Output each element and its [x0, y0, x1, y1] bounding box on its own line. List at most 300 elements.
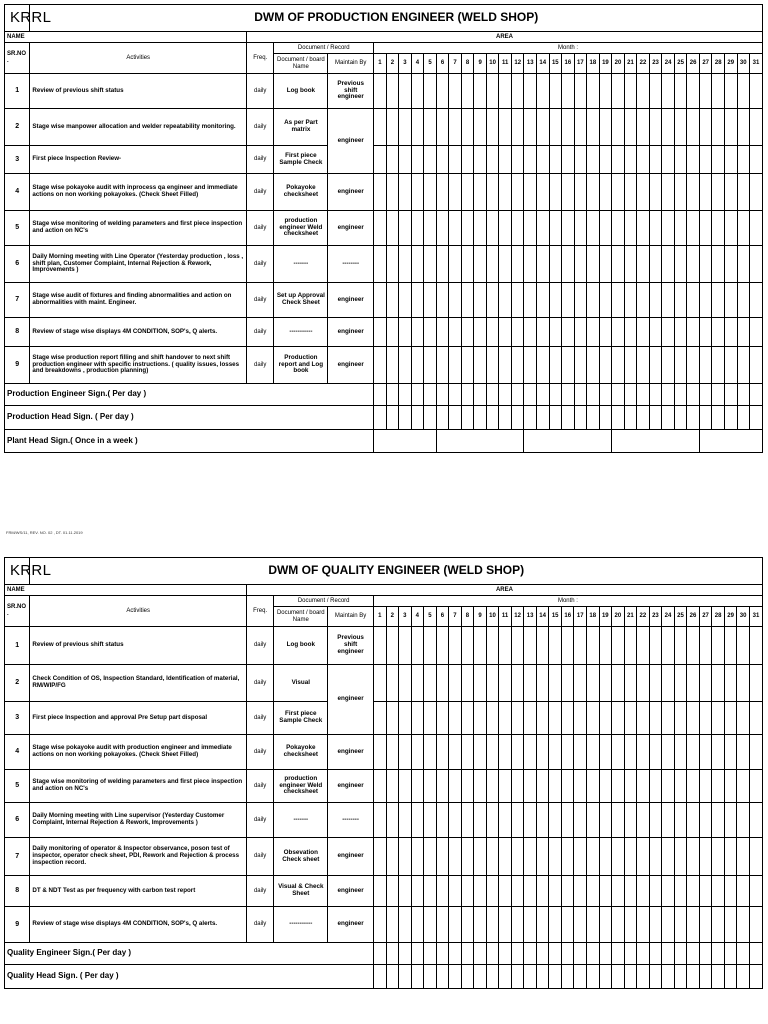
- day-check-cell[interactable]: [724, 211, 737, 246]
- sign-day-cell[interactable]: [449, 965, 462, 989]
- day-check-cell[interactable]: [549, 146, 562, 174]
- day-check-cell[interactable]: [712, 211, 725, 246]
- day-check-cell[interactable]: [724, 770, 737, 803]
- day-check-cell[interactable]: [411, 665, 424, 702]
- day-check-cell[interactable]: [374, 347, 387, 384]
- day-check-cell[interactable]: [474, 246, 487, 283]
- day-check-cell[interactable]: [436, 318, 449, 347]
- day-check-cell[interactable]: [561, 907, 574, 943]
- day-check-cell[interactable]: [524, 702, 537, 735]
- day-check-cell[interactable]: [637, 174, 650, 211]
- day-check-cell[interactable]: [386, 907, 399, 943]
- day-check-cell[interactable]: [461, 876, 474, 907]
- sign-day-cell[interactable]: [436, 384, 449, 406]
- sign-day-cell[interactable]: [424, 943, 437, 965]
- day-check-cell[interactable]: [599, 803, 612, 838]
- day-check-cell[interactable]: [712, 838, 725, 876]
- day-check-cell[interactable]: [524, 74, 537, 109]
- sign-day-cell[interactable]: [674, 943, 687, 965]
- day-check-cell[interactable]: [699, 283, 712, 318]
- day-check-cell[interactable]: [674, 665, 687, 702]
- day-check-cell[interactable]: [599, 246, 612, 283]
- day-check-cell[interactable]: [424, 347, 437, 384]
- day-check-cell[interactable]: [411, 803, 424, 838]
- day-check-cell[interactable]: [411, 770, 424, 803]
- day-check-cell[interactable]: [712, 74, 725, 109]
- day-check-cell[interactable]: [386, 347, 399, 384]
- sign-day-cell[interactable]: [449, 943, 462, 965]
- sign-day-cell[interactable]: [624, 943, 637, 965]
- day-check-cell[interactable]: [649, 665, 662, 702]
- day-check-cell[interactable]: [399, 907, 412, 943]
- day-check-cell[interactable]: [674, 211, 687, 246]
- day-check-cell[interactable]: [574, 770, 587, 803]
- day-check-cell[interactable]: [587, 146, 600, 174]
- day-check-cell[interactable]: [649, 907, 662, 943]
- day-check-cell[interactable]: [674, 770, 687, 803]
- day-check-cell[interactable]: [624, 283, 637, 318]
- day-check-cell[interactable]: [750, 318, 763, 347]
- day-check-cell[interactable]: [374, 246, 387, 283]
- day-check-cell[interactable]: [474, 876, 487, 907]
- day-check-cell[interactable]: [737, 318, 750, 347]
- day-check-cell[interactable]: [374, 318, 387, 347]
- day-check-cell[interactable]: [599, 735, 612, 770]
- day-check-cell[interactable]: [474, 283, 487, 318]
- sign-day-cell[interactable]: [499, 943, 512, 965]
- day-check-cell[interactable]: [674, 246, 687, 283]
- day-check-cell[interactable]: [486, 109, 499, 146]
- day-check-cell[interactable]: [374, 283, 387, 318]
- sign-day-cell[interactable]: [374, 384, 387, 406]
- day-check-cell[interactable]: [561, 838, 574, 876]
- day-check-cell[interactable]: [386, 702, 399, 735]
- sign-day-cell[interactable]: [624, 406, 637, 430]
- day-check-cell[interactable]: [699, 627, 712, 665]
- day-check-cell[interactable]: [624, 803, 637, 838]
- day-check-cell[interactable]: [449, 665, 462, 702]
- day-check-cell[interactable]: [474, 174, 487, 211]
- sign-day-cell[interactable]: [724, 384, 737, 406]
- day-check-cell[interactable]: [524, 318, 537, 347]
- sign-day-cell[interactable]: [750, 384, 763, 406]
- day-check-cell[interactable]: [424, 318, 437, 347]
- day-check-cell[interactable]: [749, 665, 762, 702]
- day-check-cell[interactable]: [724, 735, 737, 770]
- sign-day-cell[interactable]: [724, 406, 737, 430]
- day-check-cell[interactable]: [511, 665, 524, 702]
- day-check-cell[interactable]: [511, 74, 524, 109]
- sign-day-cell[interactable]: [536, 965, 549, 989]
- sign-day-cell[interactable]: [373, 943, 386, 965]
- day-check-cell[interactable]: [411, 838, 424, 876]
- day-check-cell[interactable]: [461, 347, 474, 384]
- day-check-cell[interactable]: [499, 876, 512, 907]
- day-check-cell[interactable]: [637, 74, 650, 109]
- day-check-cell[interactable]: [424, 211, 437, 246]
- day-check-cell[interactable]: [461, 665, 474, 702]
- day-check-cell[interactable]: [524, 907, 537, 943]
- day-check-cell[interactable]: [687, 109, 700, 146]
- day-check-cell[interactable]: [624, 770, 637, 803]
- day-check-cell[interactable]: [612, 174, 625, 211]
- day-check-cell[interactable]: [461, 246, 474, 283]
- sign-day-cell[interactable]: [612, 943, 625, 965]
- day-check-cell[interactable]: [612, 803, 625, 838]
- day-check-cell[interactable]: [750, 211, 763, 246]
- day-check-cell[interactable]: [499, 907, 512, 943]
- day-check-cell[interactable]: [599, 347, 612, 384]
- sign-day-cell[interactable]: [737, 406, 750, 430]
- sign-day-cell[interactable]: [537, 384, 550, 406]
- day-check-cell[interactable]: [712, 283, 725, 318]
- day-check-cell[interactable]: [624, 907, 637, 943]
- day-check-cell[interactable]: [699, 74, 712, 109]
- day-check-cell[interactable]: [399, 665, 412, 702]
- sign-day-cell[interactable]: [712, 406, 725, 430]
- day-check-cell[interactable]: [486, 174, 499, 211]
- day-check-cell[interactable]: [461, 627, 474, 665]
- sign-day-cell[interactable]: [750, 406, 763, 430]
- day-check-cell[interactable]: [499, 283, 512, 318]
- day-check-cell[interactable]: [449, 627, 462, 665]
- day-check-cell[interactable]: [499, 318, 512, 347]
- day-check-cell[interactable]: [599, 770, 612, 803]
- day-check-cell[interactable]: [662, 876, 675, 907]
- day-check-cell[interactable]: [637, 109, 650, 146]
- day-check-cell[interactable]: [374, 146, 387, 174]
- day-check-cell[interactable]: [724, 876, 737, 907]
- day-check-cell[interactable]: [587, 803, 600, 838]
- day-check-cell[interactable]: [724, 702, 737, 735]
- day-check-cell[interactable]: [511, 318, 524, 347]
- day-check-cell[interactable]: [549, 347, 562, 384]
- day-check-cell[interactable]: [449, 907, 462, 943]
- day-check-cell[interactable]: [524, 211, 537, 246]
- day-check-cell[interactable]: [674, 174, 687, 211]
- sign-day-cell[interactable]: [574, 406, 587, 430]
- day-check-cell[interactable]: [499, 770, 512, 803]
- day-check-cell[interactable]: [474, 211, 487, 246]
- day-check-cell[interactable]: [574, 665, 587, 702]
- day-check-cell[interactable]: [486, 803, 499, 838]
- day-check-cell[interactable]: [674, 146, 687, 174]
- day-check-cell[interactable]: [749, 735, 762, 770]
- day-check-cell[interactable]: [674, 803, 687, 838]
- day-check-cell[interactable]: [474, 803, 487, 838]
- day-check-cell[interactable]: [574, 876, 587, 907]
- day-check-cell[interactable]: [724, 838, 737, 876]
- sign-day-cell[interactable]: [486, 384, 499, 406]
- day-check-cell[interactable]: [699, 211, 712, 246]
- day-check-cell[interactable]: [373, 876, 386, 907]
- day-check-cell[interactable]: [524, 347, 537, 384]
- sign-day-cell[interactable]: [737, 943, 750, 965]
- day-check-cell[interactable]: [411, 146, 424, 174]
- day-check-cell[interactable]: [674, 347, 687, 384]
- day-check-cell[interactable]: [637, 347, 650, 384]
- day-check-cell[interactable]: [449, 74, 462, 109]
- day-check-cell[interactable]: [474, 665, 487, 702]
- day-check-cell[interactable]: [749, 803, 762, 838]
- sign-day-cell[interactable]: [749, 965, 762, 989]
- day-check-cell[interactable]: [612, 876, 625, 907]
- day-check-cell[interactable]: [712, 735, 725, 770]
- sign-day-cell[interactable]: [637, 384, 650, 406]
- day-check-cell[interactable]: [449, 283, 462, 318]
- day-check-cell[interactable]: [511, 627, 524, 665]
- day-check-cell[interactable]: [436, 74, 449, 109]
- day-check-cell[interactable]: [386, 74, 399, 109]
- day-check-cell[interactable]: [574, 246, 587, 283]
- day-check-cell[interactable]: [724, 109, 737, 146]
- day-check-cell[interactable]: [699, 770, 712, 803]
- day-check-cell[interactable]: [486, 318, 499, 347]
- day-check-cell[interactable]: [624, 665, 637, 702]
- day-check-cell[interactable]: [499, 702, 512, 735]
- day-check-cell[interactable]: [499, 735, 512, 770]
- day-check-cell[interactable]: [612, 211, 625, 246]
- day-check-cell[interactable]: [587, 702, 600, 735]
- sign-day-cell[interactable]: [687, 384, 700, 406]
- day-check-cell[interactable]: [687, 627, 700, 665]
- day-check-cell[interactable]: [511, 246, 524, 283]
- day-check-cell[interactable]: [587, 665, 600, 702]
- day-check-cell[interactable]: [461, 907, 474, 943]
- day-check-cell[interactable]: [649, 876, 662, 907]
- day-check-cell[interactable]: [449, 803, 462, 838]
- day-check-cell[interactable]: [662, 109, 675, 146]
- day-check-cell[interactable]: [574, 318, 587, 347]
- day-check-cell[interactable]: [549, 770, 562, 803]
- day-check-cell[interactable]: [587, 876, 600, 907]
- day-check-cell[interactable]: [737, 283, 750, 318]
- day-check-cell[interactable]: [524, 246, 537, 283]
- day-check-cell[interactable]: [599, 318, 612, 347]
- day-check-cell[interactable]: [724, 665, 737, 702]
- day-check-cell[interactable]: [649, 347, 662, 384]
- day-check-cell[interactable]: [424, 246, 437, 283]
- sign-day-cell[interactable]: [511, 384, 524, 406]
- day-check-cell[interactable]: [649, 211, 662, 246]
- day-check-cell[interactable]: [699, 838, 712, 876]
- day-check-cell[interactable]: [536, 770, 549, 803]
- day-check-cell[interactable]: [537, 109, 550, 146]
- day-check-cell[interactable]: [386, 109, 399, 146]
- sign-day-cell[interactable]: [499, 384, 512, 406]
- day-check-cell[interactable]: [436, 283, 449, 318]
- sign-day-cell[interactable]: [511, 965, 524, 989]
- day-check-cell[interactable]: [737, 702, 750, 735]
- day-check-cell[interactable]: [474, 770, 487, 803]
- day-check-cell[interactable]: [662, 907, 675, 943]
- day-check-cell[interactable]: [549, 74, 562, 109]
- day-check-cell[interactable]: [712, 876, 725, 907]
- day-check-cell[interactable]: [674, 318, 687, 347]
- day-check-cell[interactable]: [637, 627, 650, 665]
- day-check-cell[interactable]: [624, 211, 637, 246]
- sign-day-cell[interactable]: [587, 406, 600, 430]
- day-check-cell[interactable]: [649, 702, 662, 735]
- day-check-cell[interactable]: [499, 109, 512, 146]
- day-check-cell[interactable]: [399, 347, 412, 384]
- day-check-cell[interactable]: [724, 146, 737, 174]
- sign-day-cell[interactable]: [449, 384, 462, 406]
- day-check-cell[interactable]: [637, 246, 650, 283]
- day-check-cell[interactable]: [587, 627, 600, 665]
- day-check-cell[interactable]: [612, 770, 625, 803]
- sign-day-cell[interactable]: [649, 965, 662, 989]
- day-check-cell[interactable]: [461, 109, 474, 146]
- day-check-cell[interactable]: [549, 246, 562, 283]
- day-check-cell[interactable]: [524, 770, 537, 803]
- day-check-cell[interactable]: [374, 211, 387, 246]
- day-check-cell[interactable]: [449, 174, 462, 211]
- day-check-cell[interactable]: [373, 838, 386, 876]
- day-check-cell[interactable]: [411, 347, 424, 384]
- day-check-cell[interactable]: [411, 174, 424, 211]
- day-check-cell[interactable]: [687, 211, 700, 246]
- sign-day-cell[interactable]: [424, 406, 437, 430]
- sign-day-cell[interactable]: [662, 943, 675, 965]
- day-check-cell[interactable]: [499, 347, 512, 384]
- day-check-cell[interactable]: [449, 838, 462, 876]
- day-check-cell[interactable]: [537, 174, 550, 211]
- day-check-cell[interactable]: [674, 283, 687, 318]
- day-check-cell[interactable]: [749, 838, 762, 876]
- day-check-cell[interactable]: [649, 109, 662, 146]
- day-check-cell[interactable]: [737, 770, 750, 803]
- day-check-cell[interactable]: [687, 770, 700, 803]
- day-check-cell[interactable]: [712, 770, 725, 803]
- day-check-cell[interactable]: [574, 347, 587, 384]
- day-check-cell[interactable]: [599, 627, 612, 665]
- day-check-cell[interactable]: [624, 838, 637, 876]
- day-check-cell[interactable]: [624, 347, 637, 384]
- day-check-cell[interactable]: [662, 74, 675, 109]
- day-check-cell[interactable]: [411, 109, 424, 146]
- day-check-cell[interactable]: [587, 838, 600, 876]
- day-check-cell[interactable]: [662, 803, 675, 838]
- sign-day-cell[interactable]: [624, 384, 637, 406]
- day-check-cell[interactable]: [724, 318, 737, 347]
- day-check-cell[interactable]: [737, 803, 750, 838]
- day-check-cell[interactable]: [436, 702, 449, 735]
- day-check-cell[interactable]: [612, 146, 625, 174]
- day-check-cell[interactable]: [436, 246, 449, 283]
- day-check-cell[interactable]: [662, 770, 675, 803]
- sign-day-cell[interactable]: [399, 965, 412, 989]
- day-check-cell[interactable]: [699, 246, 712, 283]
- day-check-cell[interactable]: [599, 109, 612, 146]
- sign-day-cell[interactable]: [386, 965, 399, 989]
- day-check-cell[interactable]: [511, 109, 524, 146]
- day-check-cell[interactable]: [461, 735, 474, 770]
- sign-day-cell[interactable]: [436, 406, 449, 430]
- day-check-cell[interactable]: [411, 735, 424, 770]
- day-check-cell[interactable]: [411, 318, 424, 347]
- day-check-cell[interactable]: [612, 109, 625, 146]
- day-check-cell[interactable]: [424, 838, 437, 876]
- day-check-cell[interactable]: [486, 146, 499, 174]
- day-check-cell[interactable]: [461, 803, 474, 838]
- day-check-cell[interactable]: [674, 838, 687, 876]
- day-check-cell[interactable]: [399, 74, 412, 109]
- sign-day-cell[interactable]: [486, 943, 499, 965]
- day-check-cell[interactable]: [649, 283, 662, 318]
- day-check-cell[interactable]: [549, 838, 562, 876]
- day-check-cell[interactable]: [724, 907, 737, 943]
- sign-day-cell[interactable]: [674, 406, 687, 430]
- sign-day-cell[interactable]: [399, 406, 412, 430]
- day-check-cell[interactable]: [662, 246, 675, 283]
- day-check-cell[interactable]: [574, 907, 587, 943]
- day-check-cell[interactable]: [599, 665, 612, 702]
- sign-day-cell[interactable]: [574, 384, 587, 406]
- day-check-cell[interactable]: [549, 665, 562, 702]
- day-check-cell[interactable]: [511, 907, 524, 943]
- sign-day-cell[interactable]: [612, 406, 625, 430]
- day-check-cell[interactable]: [461, 174, 474, 211]
- day-check-cell[interactable]: [561, 876, 574, 907]
- sign-day-cell[interactable]: [574, 965, 587, 989]
- day-check-cell[interactable]: [449, 876, 462, 907]
- day-check-cell[interactable]: [386, 803, 399, 838]
- sign-day-cell[interactable]: [599, 965, 612, 989]
- day-check-cell[interactable]: [624, 109, 637, 146]
- day-check-cell[interactable]: [399, 146, 412, 174]
- sign-day-cell[interactable]: [461, 406, 474, 430]
- sign-day-cell[interactable]: [511, 943, 524, 965]
- day-check-cell[interactable]: [499, 246, 512, 283]
- day-check-cell[interactable]: [461, 146, 474, 174]
- day-check-cell[interactable]: [749, 702, 762, 735]
- weekly-sign-cell[interactable]: [436, 430, 524, 453]
- day-check-cell[interactable]: [549, 211, 562, 246]
- day-check-cell[interactable]: [662, 735, 675, 770]
- sign-day-cell[interactable]: [474, 965, 487, 989]
- day-check-cell[interactable]: [562, 109, 575, 146]
- day-check-cell[interactable]: [524, 838, 537, 876]
- day-check-cell[interactable]: [674, 702, 687, 735]
- weekly-sign-cell[interactable]: [612, 430, 700, 453]
- day-check-cell[interactable]: [424, 74, 437, 109]
- day-check-cell[interactable]: [612, 347, 625, 384]
- day-check-cell[interactable]: [449, 211, 462, 246]
- day-check-cell[interactable]: [574, 74, 587, 109]
- sign-day-cell[interactable]: [562, 406, 575, 430]
- day-check-cell[interactable]: [712, 146, 725, 174]
- day-check-cell[interactable]: [386, 665, 399, 702]
- day-check-cell[interactable]: [386, 318, 399, 347]
- day-check-cell[interactable]: [561, 665, 574, 702]
- day-check-cell[interactable]: [574, 174, 587, 211]
- day-check-cell[interactable]: [662, 627, 675, 665]
- day-check-cell[interactable]: [549, 907, 562, 943]
- day-check-cell[interactable]: [737, 146, 750, 174]
- day-check-cell[interactable]: [574, 211, 587, 246]
- day-check-cell[interactable]: [749, 627, 762, 665]
- day-check-cell[interactable]: [436, 211, 449, 246]
- day-check-cell[interactable]: [724, 803, 737, 838]
- day-check-cell[interactable]: [511, 146, 524, 174]
- day-check-cell[interactable]: [424, 627, 437, 665]
- day-check-cell[interactable]: [499, 174, 512, 211]
- day-check-cell[interactable]: [537, 74, 550, 109]
- day-check-cell[interactable]: [724, 347, 737, 384]
- day-check-cell[interactable]: [461, 283, 474, 318]
- sign-day-cell[interactable]: [699, 384, 712, 406]
